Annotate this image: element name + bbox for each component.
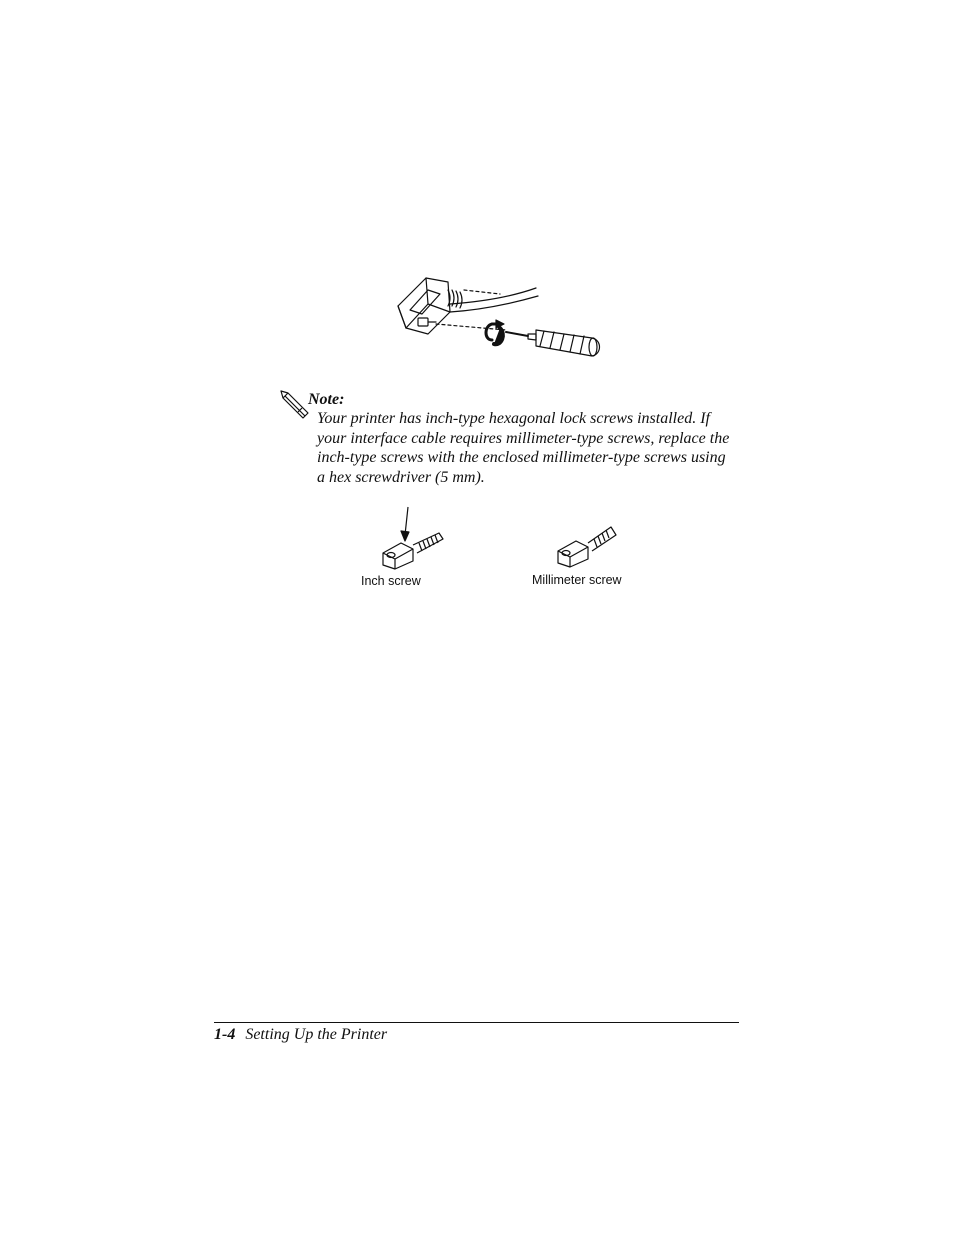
millimeter-screw-icon — [558, 527, 616, 567]
pointer-arrow-icon — [401, 507, 409, 541]
pencil-icon — [280, 390, 310, 420]
note-line: your interface cable requires millimeter-type screws, replace the — [317, 429, 730, 447]
connector-icon — [398, 278, 538, 334]
footer-rule — [214, 1022, 739, 1023]
page-footer — [214, 1025, 387, 1045]
connector-screwdriver-illustration — [388, 268, 612, 366]
note-line: a hex screwdriver (5 mm). — [317, 468, 485, 486]
note-body — [317, 409, 747, 487]
page-number: 1-4 — [214, 1026, 236, 1043]
inch-screw-icon — [383, 533, 443, 569]
screwdriver-icon — [506, 330, 600, 356]
section-title: Setting Up the Printer — [245, 1026, 388, 1043]
millimeter-screw-label: Millimeter screw — [532, 573, 622, 587]
rotation-arrow-icon — [486, 320, 504, 344]
note-line: inch-type screws with the enclosed millimeter-type screws using — [317, 449, 726, 466]
note-title: Note: — [308, 391, 345, 408]
note-line: Your printer has inch-type hexagonal lock screws installed. If — [317, 410, 710, 427]
inch-screw-label: Inch screw — [361, 574, 421, 588]
